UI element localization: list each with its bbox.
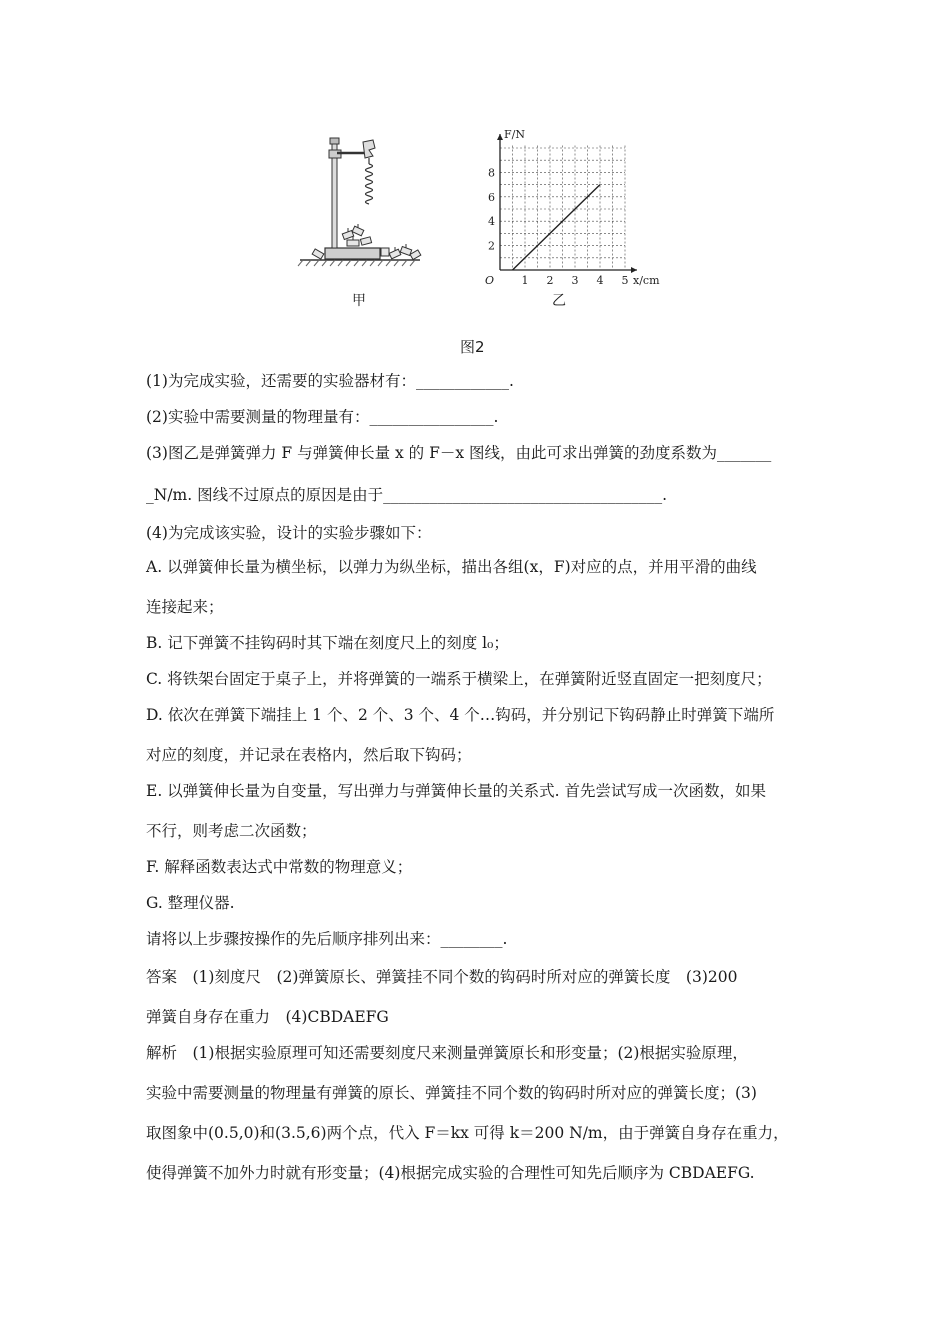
- x-tick-label: 5: [621, 274, 629, 287]
- x-tick-label: 2: [546, 274, 554, 287]
- question-3-line-1: (3)图乙是弹簧弹力 F 与弹簧伸长量 x 的 F－x 图线，由此可求出弹簧的劲度系数为_______: [146, 444, 772, 462]
- y-tick-label: 2: [488, 239, 495, 253]
- order-question: 请将以上步骤按操作的先后顺序排列出来：________.: [146, 930, 508, 948]
- analysis-line-1: 解析 (1)根据实验原理可知还需要刻度尺来测量弹簧原长和形变量；(2)根据实验原理，: [146, 1044, 748, 1062]
- x-axis-arrow: [631, 267, 637, 273]
- analysis-line-3: 取图象中(0.5,0)和(3.5,6)两个点，代入 F＝kx 可得 k＝200 N/m，由于弹簧自身存在重力，: [146, 1124, 789, 1142]
- x-axis-label: x/cm: [633, 274, 660, 287]
- step-e-line-1: E. 以弹簧伸长量为自变量，写出弹力与弹簧伸长量的关系式. 首先尝试写成一次函数，如果: [146, 782, 767, 800]
- answer-line-1: 答案 (1)刻度尺 (2)弹簧原长、弹簧挂不同个数的钩码时所对应的弹簧长度 (3)200: [146, 968, 738, 986]
- x-tick-label: 1: [521, 274, 529, 287]
- question-3-line-2: _N/m. 图线不过原点的原因是由于____________________________________.: [146, 486, 668, 504]
- answer-line-2: 弹簧自身存在重力 (4)CBDAEFG: [146, 1008, 389, 1026]
- y-axis-label: F/N: [504, 128, 525, 141]
- step-a-line-1: A. 以弹簧伸长量为横坐标，以弹力为纵坐标，描出各组(x，F)对应的点，并用平滑的曲线: [146, 558, 757, 576]
- y-tick-label: 8: [488, 166, 495, 180]
- step-e-line-2: 不行，则考虑二次函数；: [146, 822, 317, 840]
- step-b: B. 记下弹簧不挂钩码时其下端在刻度尺上的刻度 l₀；: [146, 634, 509, 652]
- origin-label: O: [484, 274, 494, 287]
- step-f: F. 解释函数表达式中常数的物理意义；: [146, 858, 413, 876]
- figure-caption: 图2: [460, 338, 485, 356]
- x-tick-label: 3: [571, 274, 579, 287]
- question-1: (1)为完成实验，还需要的实验器材有：____________.: [146, 372, 514, 390]
- y-axis-arrow: [497, 134, 503, 140]
- series-line: [513, 185, 601, 270]
- analysis-line-4: 使得弹簧不加外力时就有形变量；(4)根据完成实验的合理性可知先后顺序为 CBDAEFG.: [146, 1164, 755, 1182]
- figure-right-label: 乙: [552, 293, 566, 309]
- step-g: G. 整理仪器.: [146, 894, 235, 912]
- step-a-line-2: 连接起来；: [146, 598, 224, 616]
- figure-left-label: 甲: [352, 293, 366, 309]
- figure-area: [0, 120, 950, 370]
- step-d-line-1: D. 依次在弹簧下端挂上 1 个、2 个、3 个、4 个…钩码，并分别记下钩码静止时弹簧下端所: [146, 706, 775, 724]
- y-tick-label: 4: [488, 215, 495, 229]
- question-2: (2)实验中需要测量的物理量有：________________.: [146, 408, 499, 426]
- step-c: C. 将铁架台固定于桌子上，并将弹簧的一端系于横梁上，在弹簧附近竖直固定一把刻度尺；: [146, 670, 772, 688]
- question-4: (4)为完成该实验，设计的实验步骤如下：: [146, 524, 432, 542]
- spring-apparatus-figure: [295, 128, 435, 278]
- analysis-line-2: 实验中需要测量的物理量有弹簧的原长、弹簧挂不同个数的钩码时所对应的弹簧长度；(3): [146, 1084, 757, 1102]
- force-extension-chart: [472, 122, 662, 292]
- x-tick-label: 4: [596, 274, 604, 287]
- y-tick-label: 6: [488, 190, 495, 204]
- step-d-line-2: 对应的刻度，并记录在表格内，然后取下钩码；: [146, 746, 472, 764]
